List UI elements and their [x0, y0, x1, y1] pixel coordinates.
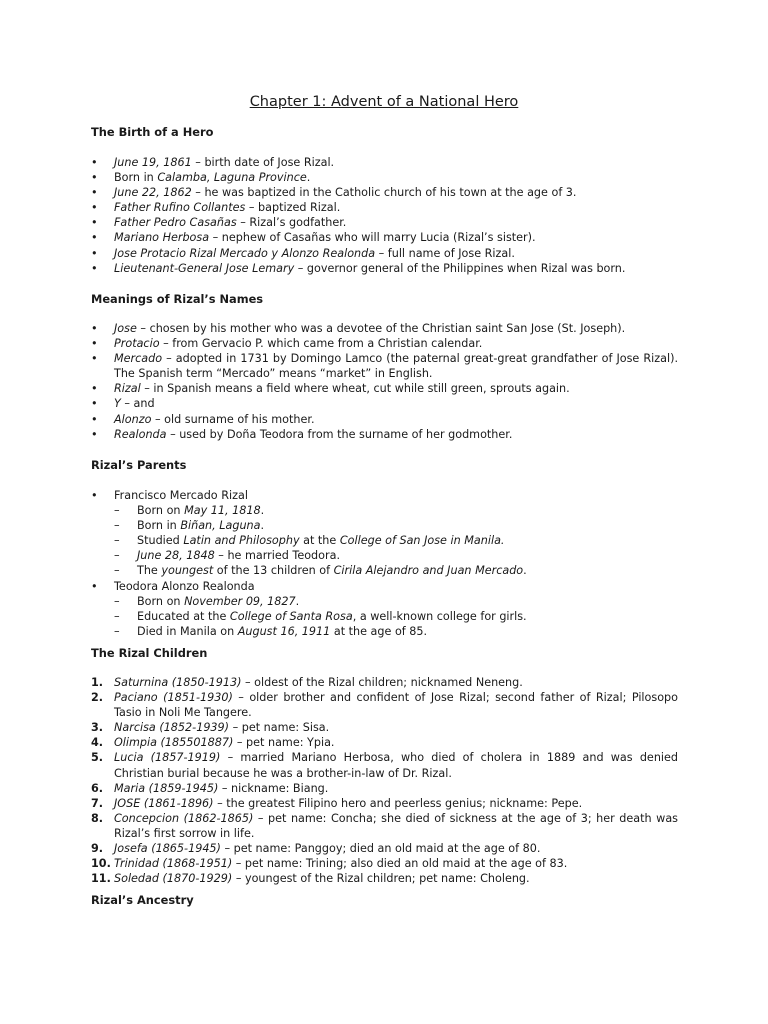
list-item: – Educated at the College of Santa Rosa, a well-known college for girls.	[114, 609, 527, 623]
bullet-icon: •	[91, 216, 98, 230]
bullet-icon: •	[91, 427, 98, 441]
list-item: • Protacio – from Gervacio P. which came from a Christian calendar.	[91, 337, 483, 351]
list-item: 1. Saturnina (1850-1913) – oldest of the Rizal children; nicknamed Neneng.	[91, 676, 523, 689]
list-item: – Studied Latin and Philosophy at the College of San Jose in Manila.	[114, 534, 505, 548]
dash-icon: –	[114, 564, 120, 578]
list-item: • Mercado – adopted in 1731 by Domingo Lamco (the paternal great-great grandfather of Jose Rizal). The Spanish term “Mercado” means “market” in English.	[91, 352, 678, 381]
list-item: • Realonda – used by Doña Teodora from the surname of her godmother.	[91, 427, 513, 441]
list-item: – June 28, 1848 – he married Teodora.	[114, 549, 341, 563]
list-item: – Born on November 09, 1827.	[114, 594, 300, 608]
bullet-icon: •	[91, 231, 98, 245]
list-item: 3. Narcisa (1852-1939) – pet name: Sisa.	[91, 721, 330, 735]
bullet-icon: •	[91, 397, 98, 411]
parents-list	[91, 488, 678, 639]
list-item: • June 19, 1861 – birth date of Jose Rizal.	[91, 156, 335, 169]
dash-icon: –	[114, 519, 120, 533]
list-item: 10. Trinidad (1868-1951) – pet name: Trining; also died an old maid at the age of 83.	[91, 857, 568, 871]
dash-icon: –	[114, 549, 120, 563]
list-item: – Born on May 11, 1818.	[114, 504, 265, 518]
list-item: • Father Pedro Casañas – Rizal’s godfather.	[91, 216, 347, 230]
dash-icon: –	[114, 624, 120, 638]
children-list	[91, 675, 678, 886]
list-item: 11. Soledad (1870-1929) – youngest of the Rizal children; pet name: Choleng.	[91, 872, 530, 886]
list-item: 4. Olimpia (185501887) – pet name: Ypia.	[91, 736, 335, 750]
list-item: • Rizal – in Spanish means a field where wheat, cut while still green, sprouts again.	[91, 382, 570, 396]
list-item: • Father Rufino Collantes – baptized Rizal.	[91, 201, 341, 215]
bullet-icon: •	[91, 171, 98, 185]
section-heading-birth: The Birth of a Hero	[91, 125, 214, 139]
section-heading-children: The Rizal Children	[91, 646, 208, 660]
list-item: • Jose Protacio Rizal Mercado y Alonzo Realonda – full name of Jose Rizal.	[91, 246, 515, 260]
mother-details	[114, 594, 678, 639]
list-item: – Born in Biñan, Laguna.	[114, 519, 265, 533]
list-item: – Died in Manila on August 16, 1911 at the age of 85.	[114, 624, 428, 638]
father-details	[114, 503, 678, 578]
birth-list	[91, 155, 678, 276]
bullet-icon: •	[91, 246, 98, 260]
bullet-icon: •	[91, 261, 98, 275]
list-item-mother: • Teodora Alonzo Realonda – Born on November 09, 1827. – Educated at the College of Santa Rosa, a well-known college for girls. – Died in Manila on August 16, 1911 at the age of 85.	[91, 579, 678, 639]
bullet-icon: •	[91, 412, 98, 426]
bullet-icon: •	[91, 352, 98, 366]
dash-icon: –	[114, 504, 120, 518]
list-item: • Born in Calamba, Laguna Province.	[91, 171, 311, 185]
dash-icon: –	[114, 594, 120, 608]
list-item: 5. Lucia (1857-1919) – married Mariano Herbosa, who died of cholera in 1889 and was denied Christian burial because he was a brother-in-law of Dr. Rizal.	[91, 751, 678, 780]
dash-icon: –	[114, 609, 120, 623]
section-heading-names: Meanings of Rizal’s Names	[91, 292, 264, 306]
list-item: – The youngest of the 13 children of Cirila Alejandro and Juan Mercado.	[114, 564, 527, 578]
section-heading-parents: Rizal’s Parents	[91, 458, 187, 472]
names-list	[91, 321, 678, 442]
list-item: • Jose – chosen by his mother who was a devotee of the Christian saint San Jose (St. Joseph).	[91, 322, 626, 335]
list-item: • Alonzo – old surname of his mother.	[91, 412, 315, 426]
bullet-icon: •	[91, 156, 98, 169]
list-item: 6. Maria (1859-1945) – nickname: Biang.	[91, 781, 329, 795]
list-item: • Y – and	[91, 397, 155, 411]
list-item: 2. Paciano (1851-1930) – older brother and confident of Jose Rizal; second father of Rizal; Pilosopo Tasio in Noli Me Tangere.	[91, 691, 678, 720]
bullet-icon: •	[91, 201, 98, 215]
bullet-icon: •	[91, 579, 98, 593]
list-item: • June 22, 1862 – he was baptized in the Catholic church of his town at the age of 3.	[91, 186, 577, 200]
bullet-icon: •	[91, 382, 98, 396]
dash-icon: –	[114, 534, 120, 548]
list-item: • Mariano Herbosa – nephew of Casañas who will marry Lucia (Rizal’s sister).	[91, 231, 536, 245]
chapter-title: Chapter 1: Advent of a National Hero	[249, 94, 519, 110]
bullet-icon: •	[91, 322, 98, 335]
bullet-icon: •	[91, 337, 98, 351]
bullet-icon: •	[91, 489, 98, 502]
list-item-father: • Francisco Mercado Rizal – Born on May 11, 1818. – Born in Biñan, Laguna. – Studied Latin and Philosophy at the College of San Jose in Manila. – June 28, 1848 – he married Teodora. – The youngest of the 13 children of Cirila Alejandro and Juan Mercado.	[91, 488, 678, 579]
list-item: 9. Josefa (1865-1945) – pet name: Panggoy; died an old maid at the age of 80.	[91, 842, 541, 856]
list-item: 7. JOSE (1861-1896) – the greatest Filipino hero and peerless genius; nickname: Pepe.	[91, 796, 583, 810]
list-item: • Lieutenant-General Jose Lemary – governor general of the Philippines when Rizal was born.	[91, 261, 626, 275]
list-item: 8. Concepcion (1862-1865) – pet name: Concha; she died of sickness at the age of 3; her death was Rizal’s first sorrow in life.	[91, 811, 678, 840]
section-heading-ancestry: Rizal’s Ancestry	[91, 893, 194, 907]
bullet-icon: •	[91, 186, 98, 200]
